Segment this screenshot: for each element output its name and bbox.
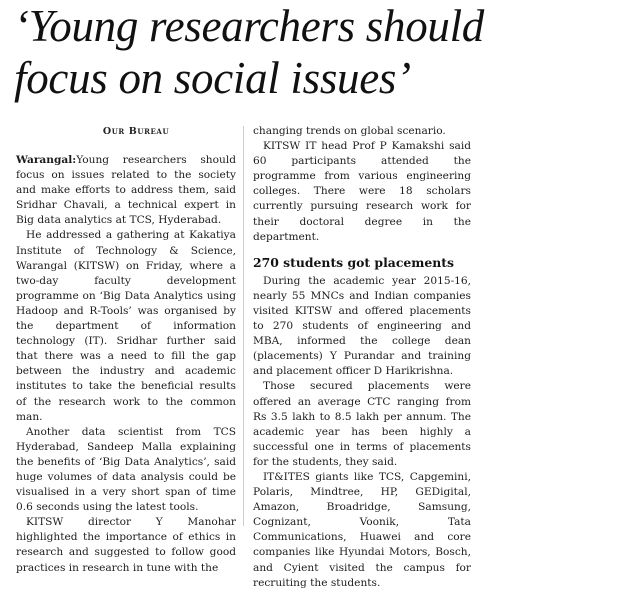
- paragraph: He addressed a gathering at Kakatiya Institute of Technology & Science, Warangal (KITSW) on Friday, where a two-day faculty development programme on ‘Big Data Analytics using Hadoop and R-Tools’ was organised by the department of information technology (IT). Sridhar further said that there was a need to fill the gap between the industry and academic institutes to take the beneficial results of the research work to the common man.: [16, 229, 236, 423]
- paragraph: IT&ITES giants like TCS, Capgemini, Polaris, Mindtree, HP, GEDigital, Amazon, Broadridge, Samsung, Cognizant, Voonik, Tata Communications, Huawei and core companies like Hyundai Motors, Bosch, and Cyient visited the campus for recruiting the students.: [253, 470, 471, 589]
- paragraph: KITSW director Y Manohar highlighted the importance of ethics in research and suggested to follow good practices in research in tune with the: [16, 516, 236, 574]
- paragraph: changing trends on global scenario.: [253, 125, 446, 137]
- column-divider: [243, 126, 244, 526]
- article-column-1: [16, 124, 236, 576]
- headline: [14, 0, 635, 104]
- paragraph-text: Young researchers should focus on issues related to the society and make efforts to address them, said Sridhar Chavali, a technical expert in Big data analytics at TCS, Hyderabad.: [16, 154, 236, 227]
- paragraph: [16, 153, 236, 228]
- article-column-2: [253, 124, 471, 591]
- paragraph: KITSW IT head Prof P Kamakshi said 60 participants attended the programme from various engineering colleges. There were 18 scholars currently pursuing research work for their doctoral degree in the department.: [253, 140, 471, 243]
- dateline: Warangal:: [16, 154, 77, 166]
- paragraph: Those secured placements were offered an average CTC ranging from Rs 3.5 lakh to 8.5 lakh per annum. The academic year has been highly a successful one in terms of placements for the students, they said.: [253, 380, 471, 468]
- headline-line-1: ‘Young researchers should: [14, 1, 485, 51]
- subheading: 270 students got placements: [253, 254, 454, 270]
- headline-line-2: focus on social issues’: [14, 53, 411, 103]
- paragraph: During the academic year 2015-16, nearly 55 MNCs and Indian companies visited KITSW and offered placements to 270 students of engineering and MBA, informed the college dean (placements) Y Purandar and training and placement officer D Harikrishna.: [253, 274, 471, 378]
- paragraph: Another data scientist from TCS Hyderabad, Sandeep Malla explaining the benefits of ‘Big Data Analytics’, said huge volumes of data analysis could be visualised in a very short span of time 0.6 seconds using the latest tools.: [16, 425, 236, 514]
- byline: Our Bureau: [102, 126, 170, 137]
